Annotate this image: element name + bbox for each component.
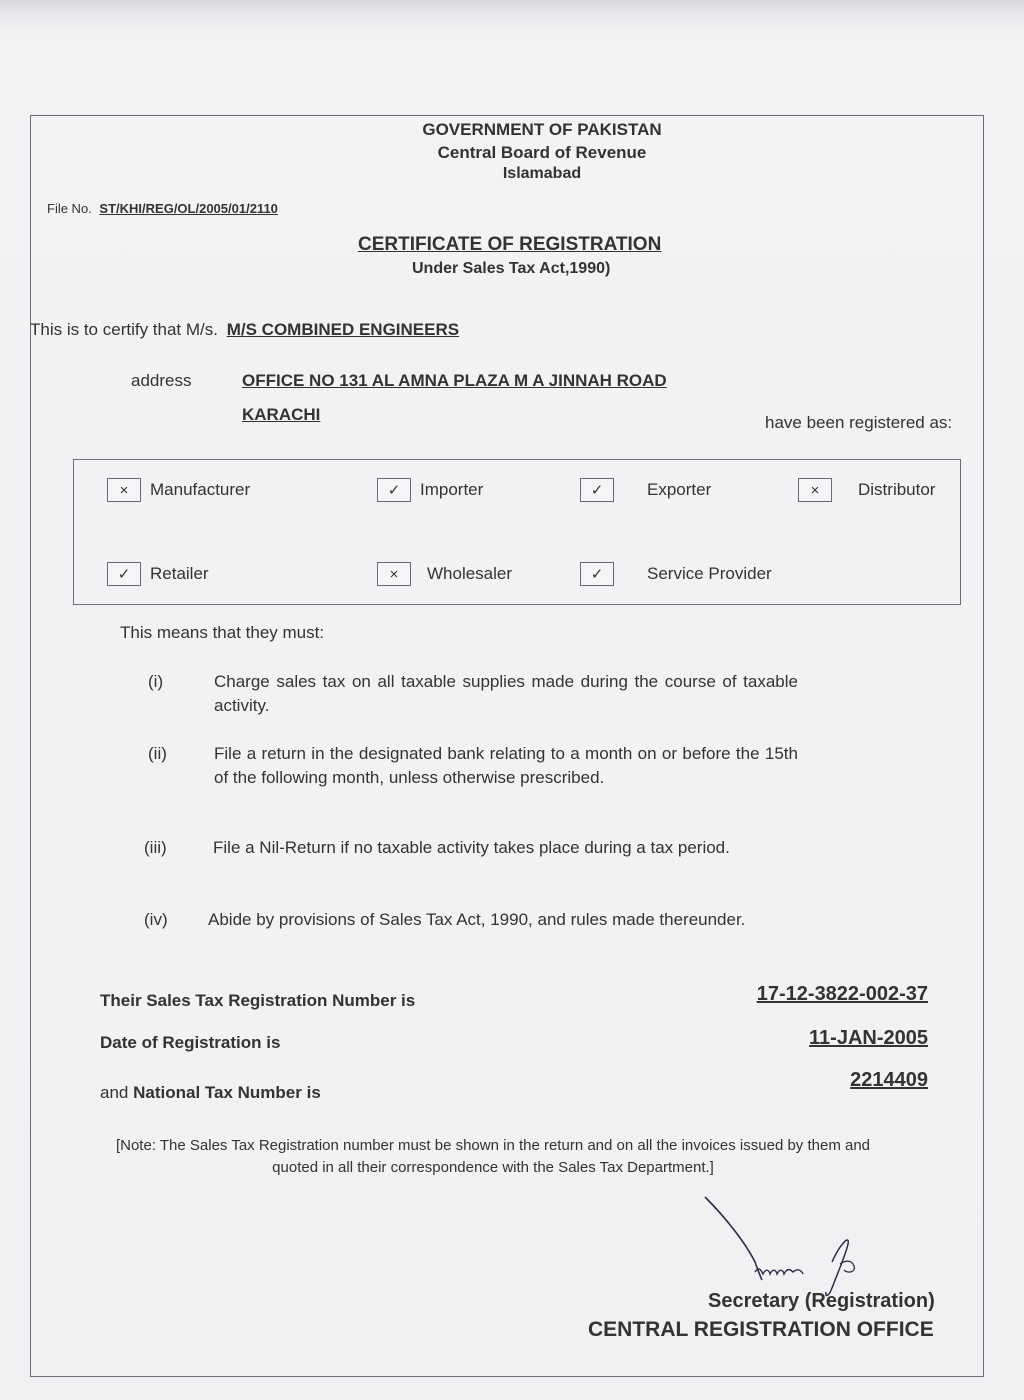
obligations-intro: This means that they must: xyxy=(120,623,325,642)
address-line-1: OFFICE NO 131 AL AMNA PLAZA M A JINNAH ROAD xyxy=(242,371,667,390)
category-retailer xyxy=(107,562,209,586)
check-icon: ✓ xyxy=(580,478,614,502)
category-label: Exporter xyxy=(647,480,712,499)
address-line-2: KARACHI xyxy=(242,405,321,424)
category-label: Retailer xyxy=(150,564,209,583)
str-label: Their Sales Tax Registration Number is xyxy=(100,991,416,1010)
category-wholesaler xyxy=(377,562,512,586)
category-service-provider xyxy=(580,562,772,586)
obligation-text: File a return in the designated bank relating to a month on or before the 15th of the following month, unless otherwise prescribed. xyxy=(214,744,798,787)
date-label: Date of Registration is xyxy=(100,1033,281,1052)
category-exporter xyxy=(580,478,711,502)
obligation-text: Charge sales tax on all taxable supplies made during the course of taxable activity. xyxy=(214,672,798,715)
file-number-label: File No. xyxy=(47,201,92,216)
note-line-1: [Note: The Sales Tax Registration number must be shown in the return and on all the invoices issued by them and xyxy=(115,1137,871,1154)
category-label: Wholesaler xyxy=(427,564,513,583)
check-icon: ✓ xyxy=(107,562,141,586)
govt-heading: GOVERNMENT OF PAKISTAN xyxy=(422,120,662,139)
obligation-item xyxy=(144,908,802,958)
obligation-text: Abide by provisions of Sales Tax Act, 1990, and rules made thereunder. xyxy=(208,910,746,929)
file-number-value: ST/KHI/REG/OL/2005/01/2110 xyxy=(99,201,278,216)
category-manufacturer xyxy=(107,478,250,502)
city-heading: Islamabad xyxy=(502,165,582,182)
note-line-2: quoted in all their correspondence with the Sales Tax Department.] xyxy=(272,1159,714,1176)
cross-icon: × xyxy=(377,562,411,586)
signatory-office: CENTRAL REGISTRATION OFFICE xyxy=(588,1318,934,1341)
check-icon: ✓ xyxy=(377,478,411,502)
obligation-item xyxy=(148,670,798,720)
category-label: Importer xyxy=(420,480,484,499)
signature-icon xyxy=(700,1192,870,1302)
obligation-number: (iii) xyxy=(144,838,167,857)
category-distributor xyxy=(798,478,935,502)
cross-icon: × xyxy=(798,478,832,502)
obligation-item xyxy=(148,742,798,816)
category-label: Distributor xyxy=(858,480,936,499)
obligation-number: (ii) xyxy=(148,744,167,763)
certificate-title: CERTIFICATE OF REGISTRATION xyxy=(358,234,662,255)
category-label: Service Provider xyxy=(647,564,772,583)
board-heading: Central Board of Revenue xyxy=(437,143,647,162)
company-name: M/S COMBINED ENGINEERS xyxy=(226,320,460,339)
obligation-item xyxy=(144,836,802,886)
address-label: address xyxy=(131,371,192,390)
file-number xyxy=(47,201,278,216)
certify-prefix: This is to certify that M/s. xyxy=(30,320,218,339)
check-icon: ✓ xyxy=(580,562,614,586)
ntn-value: 2214409 xyxy=(850,1069,928,1091)
category-label: Manufacturer xyxy=(150,480,251,499)
ntn-label: and National Tax Number is xyxy=(100,1083,321,1102)
registered-as-text: have been registered as: xyxy=(765,413,953,432)
certificate-subtitle: Under Sales Tax Act,1990) xyxy=(412,260,611,277)
signatory-title: Secretary (Registration) xyxy=(708,1290,935,1312)
obligation-number: (iv) xyxy=(144,910,168,929)
certify-line xyxy=(30,320,459,340)
category-importer xyxy=(377,478,483,502)
date-value: 11-JAN-2005 xyxy=(809,1027,928,1049)
obligation-text: File a Nil-Return if no taxable activity takes place during a tax period. xyxy=(213,838,730,857)
registration-categories xyxy=(73,459,961,605)
note xyxy=(58,1135,928,1179)
str-value: 17-12-3822-002-37 xyxy=(756,983,928,1005)
obligation-number: (i) xyxy=(148,672,164,691)
cross-icon: × xyxy=(107,478,141,502)
